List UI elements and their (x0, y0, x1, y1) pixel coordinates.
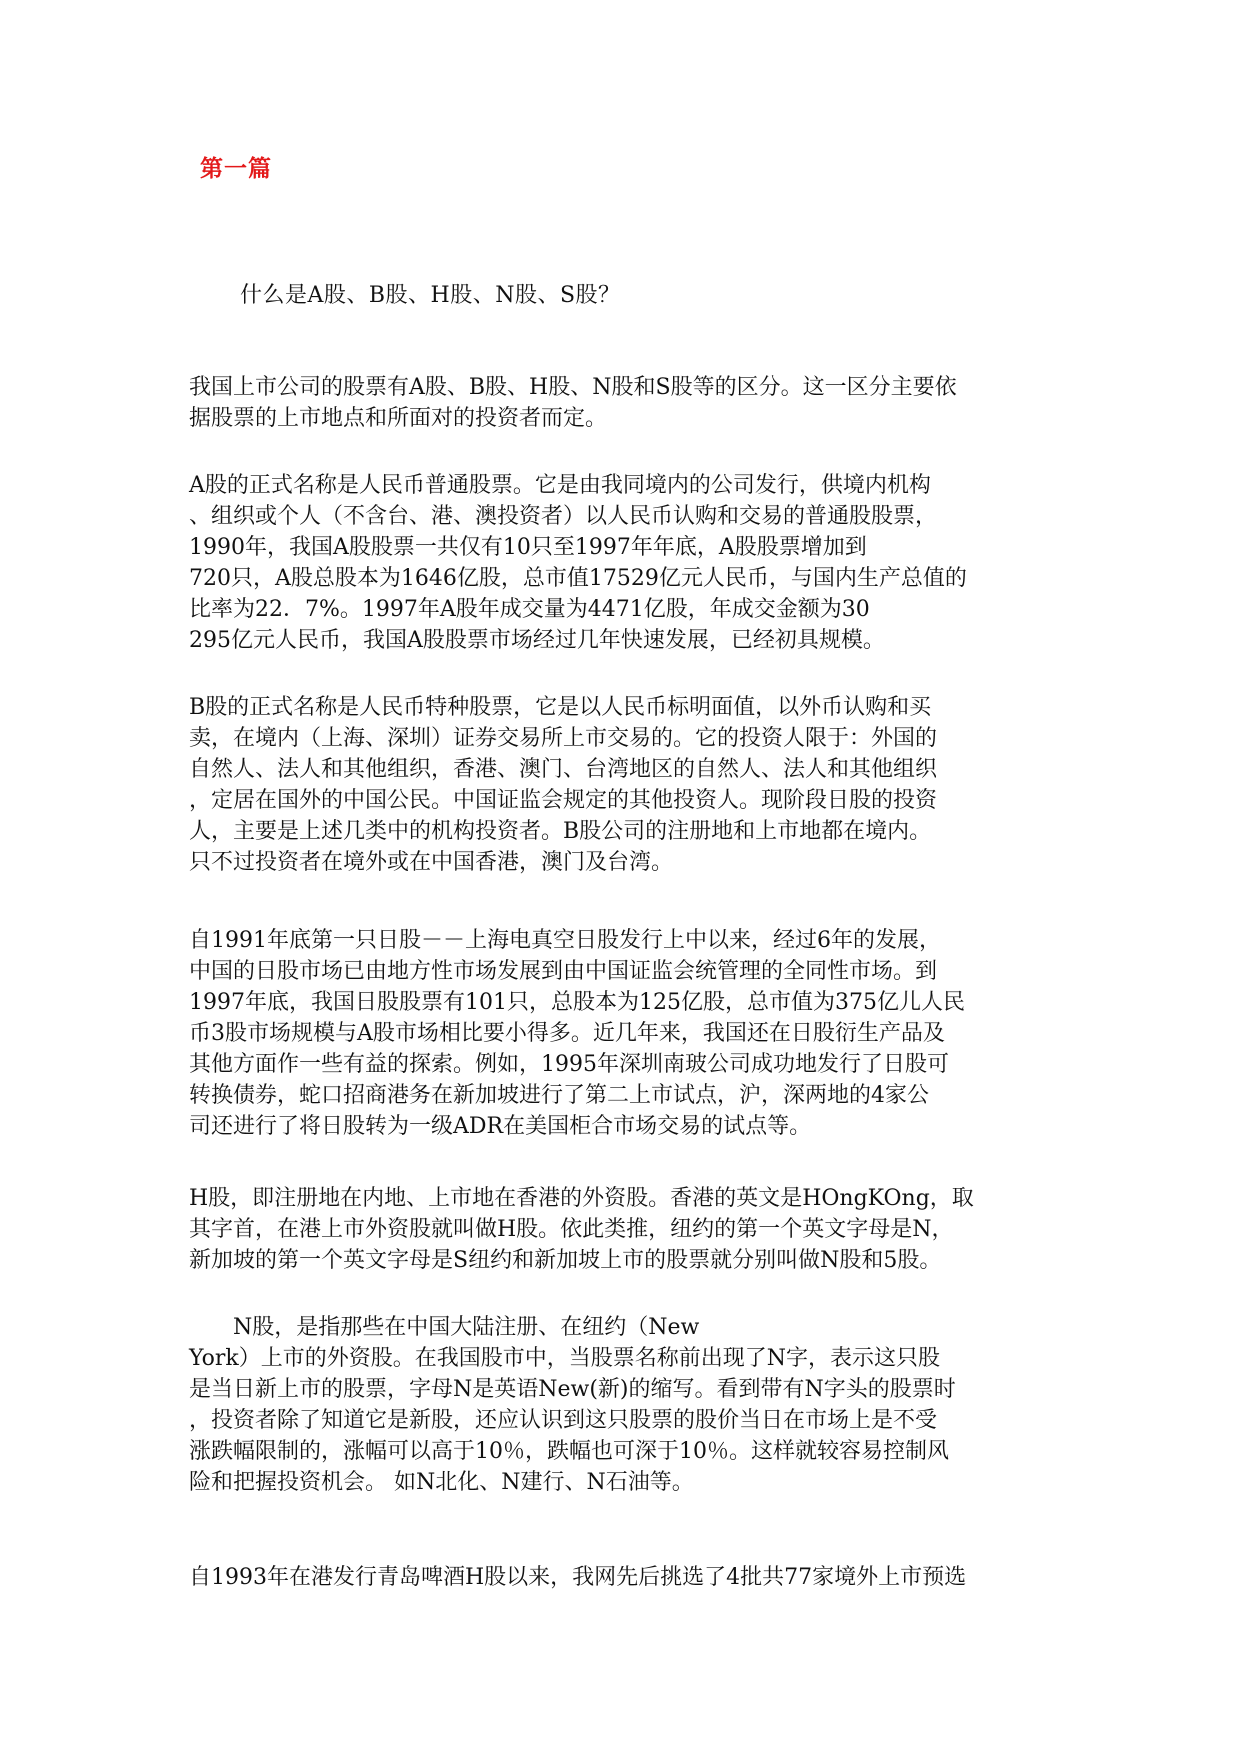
text-line: 中国的日股市场已由地方性市场发展到由中国证监会统管理的全同性市场。到 (189, 959, 938, 984)
text-line: 、组织或个人（不含台、港、澳投资者）以人民币认购和交易的普通股股票， (189, 504, 938, 529)
text-line: 自1991年底第一只日股－－上海电真空日股发行上中以来，经过6年的发展， (189, 928, 941, 953)
text-line: 我国上市公司的股票有A股、B股、H股、N股和S股等的区分。这一区分主要依 (189, 375, 957, 400)
text-line: 据股票的上市地点和所面对的投资者而定。 (189, 406, 608, 431)
text-line: 295亿元人民币，我国A股股票市场经过几年快速发展，已经初具规模。 (189, 628, 885, 653)
text-line: 险和把握投资机会。 如N北化、N建行、N石油等。 (189, 1470, 694, 1495)
paragraph-a-shares (189, 470, 1059, 656)
paragraph-b-market-history (189, 925, 1059, 1142)
section-heading: 第一篇 (200, 155, 272, 182)
text-line: 其字首，在港上市外资股就叫做H股。依此类推，纽约的第一个英文字母是N， (189, 1217, 954, 1242)
text-line: 1990年，我国A股股票一共仅有10只至1997年年底，A股股票增加到 (189, 535, 867, 560)
text-line: A股的正式名称是人民币普通股票。它是由我同境内的公司发行，供境内机构 (189, 473, 931, 498)
text-line: 自然人、法人和其他组织，香港、澳门、台湾地区的自然人、法人和其他组织 (189, 757, 938, 782)
text-line: 720只，A股总股本为1646亿股，总市值17529亿元人民币，与国内生产总值的 (189, 566, 967, 591)
text-line: 比率为22．7%。1997年A股年成交量为4471亿股，年成交金额为30 (189, 597, 870, 622)
text-line: 涨跌幅限制的，涨幅可以高于10％，跌幅也可深于10％。这样就较容易控制风 (189, 1439, 949, 1464)
text-line: ，投资者除了知道它是新股，还应认识到这只股票的股价当日在市场上是不受 (189, 1408, 938, 1433)
text-line: 自1993年在港发行青岛啤酒H股以来，我网先后挑选了4批共77家境外上市预选 (189, 1565, 967, 1590)
paragraph-b-shares (189, 692, 1059, 878)
text-line: ，定居在国外的中国公民。中国证监会规定的其他投资人。现阶段日股的投资 (189, 788, 938, 813)
text-line: 新加坡的第一个英文字母是S纽约和新加坡上市的股票就分别叫做N股和5股。 (189, 1248, 942, 1273)
text-line: 司还进行了将日股转为一级ADR在美国柜合市场交易的试点等。 (189, 1114, 812, 1139)
paragraph-intro (189, 372, 1059, 434)
text-line: 只不过投资者在境外或在中国香港，澳门及台湾。 (189, 850, 674, 875)
text-line: B股的正式名称是人民币特种股票，它是以人民币标明面值，以外币认购和买 (189, 695, 932, 720)
text-line: H股，即注册地在内地、上市地在香港的外资股。香港的英文是HOngKOng，取 (189, 1186, 974, 1211)
text-line: 人，主要是上述几类中的机构投资者。B股公司的注册地和上市地都在境内。 (189, 819, 932, 844)
text-line: 其他方面作一些有益的探索。例如，1995年深圳南玻公司成功地发行了日股可 (189, 1052, 949, 1077)
paragraph-h-shares (189, 1183, 1059, 1276)
paragraph-n-shares (189, 1312, 1059, 1498)
text-line: 1997年底，我国日股股票有101只，总股本为125亿股，总市值为375亿儿人民 (189, 990, 965, 1015)
text-line: 币3股市场规模与A股市场相比要小得多。近几年来，我国还在日股衍生产品及 (189, 1021, 945, 1046)
question-title: 什么是A股、B股、H股、N股、S股？ (240, 283, 621, 308)
text-line: 转换债券，蛇口招商港务在新加坡进行了第二上市试点，沪，深两地的4家公 (189, 1083, 929, 1108)
text-line: N股，是指那些在中国大陆注册、在纽约（New (189, 1315, 700, 1340)
text-line: 卖，在境内（上海、深圳）证券交易所上市交易的。它的投资人限于：外国的 (189, 726, 938, 751)
text-line: 是当日新上市的股票，字母N是英语New(新)的缩写。看到带有N字头的股票时 (189, 1377, 956, 1402)
text-line: York）上市的外资股。在我国股市中，当股票名称前出现了N字，表示这只股 (189, 1346, 940, 1371)
paragraph-overseas-listing (189, 1562, 1059, 1593)
